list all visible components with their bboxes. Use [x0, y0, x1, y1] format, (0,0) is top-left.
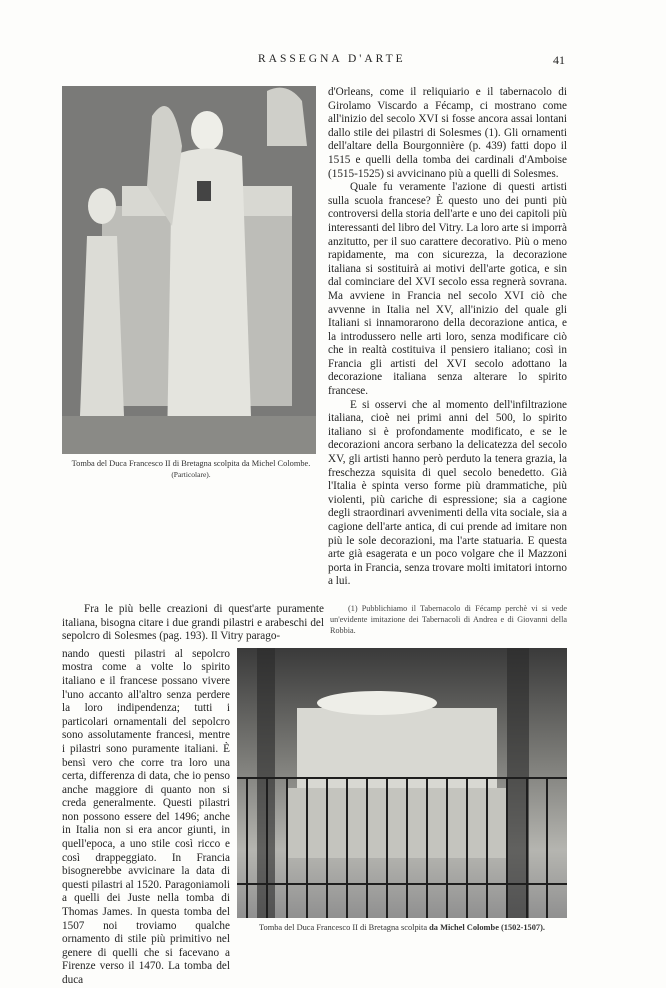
figure2-caption-text: Tomba del Duca Francesco II di Bretagna scolpita: [259, 922, 428, 932]
tomb-with-railing-illustration: [237, 648, 567, 918]
right-column-text: [328, 86, 567, 589]
page-body: [62, 86, 567, 988]
paragraph: Quale fu veramente l'azione di questi artisti sulla scuola francese? È questo uno dei punti più controversi della storia dell'arte e uno dei capitoli più interessanti del libro del Vitry. La loro arte si imporrà anzitutto, per il suo carattere decorativo. Più o meno rapidamente, ma con sicurezza, la decorazione italiana si sostituirà ai motivi dell'arte gotica, e sin dal cominciare del XVI secolo essa regnerà sovrana. Ma avviene in Francia nel secolo XVI ciò che avvenne in Italia nel XV, all'inizio del quale gli Italiani si innamorarono della decorazione antica, e la introdussero nelle arti loro, senza modificare ciò che in realtà costituiva il pensiero italiano; così in Francia gli artisti del XVI secolo adottano la decorazione italiana senza alterare lo spirito francese.: [328, 181, 567, 398]
footnote-text: (1) Pubblichiamo il Tabernacolo di Fécamp perchè vi si vede un'evidente imitazione dei Tabernacoli di Andrea e di Giovanni della Robbia.: [330, 603, 567, 635]
top-row: [62, 86, 567, 589]
paragraph: E si osservi che al momento dell'infiltrazione italiana, cioè nei primi anni del 500, lo spirito italiano si è profondamente modificato, e se le decorazioni ancora serbano la delicatezza del secolo XV, gli artisti hanno però perduto la tenera grazia, la freschezza squisita di quel secolo benedetto. Già l'Italia è spinta verso forme più drammatiche, più violenti, più cariche di espressione; sia a cagione degli straordinari avvenimenti della vita sociale, sia a cagione dell'arte antica, di cui prende ad imitare non più le sole decorazioni, ma l'arte statuaria. E questa arte già esagerata e un poco volgare che il Mazzoni porta in Francia, senza trovare molti imitatori intorno a lui.: [328, 398, 567, 588]
left-column-intro: [62, 603, 324, 644]
footnote: [330, 603, 567, 636]
paragraph: d'Orleans, come il reliquiario e il tabernacolo di Girolamo Viscardo a Fécamp, ci mostrano come all'inizio del secolo XVI si fosse ancora assai lontani dallo stile dei pilastri di Solesmes (1). Gli ornamenti dell'altare della Bourgonnière (p. 439) fatti dopo il 1515 e quelli della tomba dei cardinali d'Amboise (1515-1525) si avvicinano più a quelli di Solesmes.: [328, 86, 567, 180]
paragraph: Fra le più belle creazioni di quest'arte puramente italiana, bisogna citare i due grandi pilastri e arabeschi del sepolcro di Solesmes (pag. 193). Il Vitry parago-: [62, 602, 324, 643]
bottom-row: [62, 648, 567, 988]
sculpture-illustration: [62, 86, 316, 454]
figure2-caption: [237, 922, 567, 933]
page-number: 41: [553, 53, 565, 67]
figure1-caption: [62, 458, 320, 480]
figure2-caption-bold: da Michel Colombe (1502-1507).: [429, 922, 545, 932]
paragraph: nando questi pilastri al sepolcro mostra come a volte lo spirito italiano e il francese possano vivere l'uno accanto all'altro senza perdere la loro indipendenza; tutti i particolari ornamentali del sepolcro sono assolutamente francesi, mentre i pilastri sono puramente italiani. È bensì vero che corre tra loro una certa, differenza di data, che io penso anche maggiore di quanto non si creda generalmente. Questi pilastri non possono essere del 1496; anche in Italia non si era ancor giunti, in quell'epoca, a uno stile così ricco e così drappeggiato. In Francia bisognerebbe avvicinare la data di questi pilastri al 1520. Paragoniamoli a quelli dei Juste nella tomba di Thomas James. In questa tomba del 1507 noi troviamo qualche ornamento di stile più primitivo nel genere di quelli che si facevano a Firenze verso il 1470. La tomba del duca: [62, 647, 230, 986]
figure1-caption-sub: (Particolare).: [171, 470, 211, 479]
photo-tomb-detail: [62, 86, 316, 454]
running-header: RASSEGNA D'ARTE: [258, 53, 406, 65]
middle-row: [62, 603, 567, 644]
figure1-caption-text: Tomba del Duca Francesco II di Bretagna scolpita da Michel Colombe.: [71, 459, 311, 468]
figure1: [62, 86, 320, 480]
left-column-continuation: [62, 648, 230, 988]
figure2: [237, 648, 567, 933]
photo-tomb-full: [237, 648, 567, 918]
